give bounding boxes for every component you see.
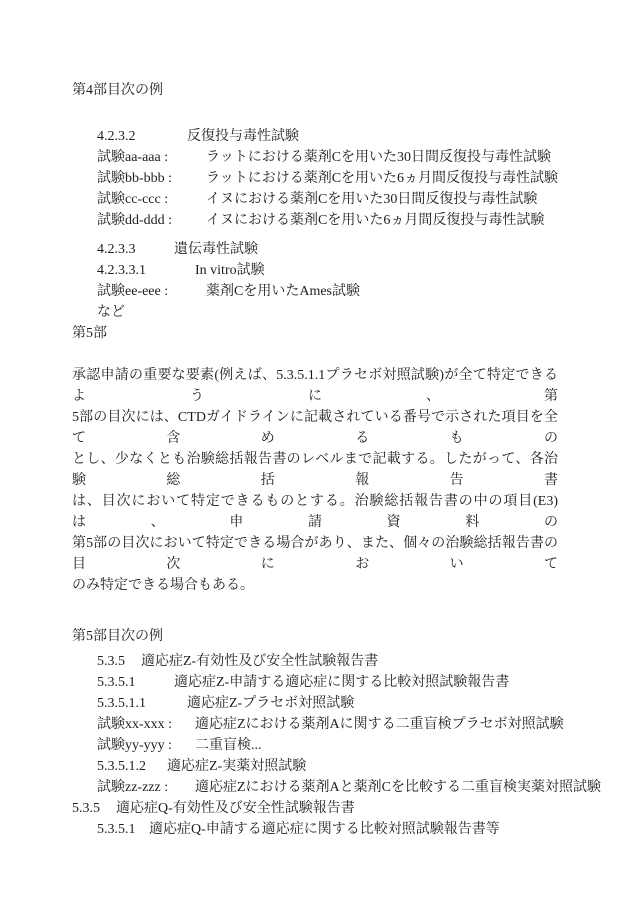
toc-desc: イヌにおける薬剤Cを用いた6ヵ月間反復投与毒性試験	[206, 213, 545, 228]
toc-label: 5.3.5	[72, 801, 100, 816]
toc-row	[72, 798, 558, 819]
paragraph-line: とし、少なくとも治験総括報告書のレベルまで記載する。したがって、各治験総括報告書	[72, 452, 558, 488]
toc-label: 試験dd-ddd :	[97, 213, 173, 228]
toc-label: 試験aa-aaa :	[97, 150, 169, 165]
toc-label: 5.3.5.1.1	[97, 696, 146, 711]
toc-label: 試験bb-bbb :	[97, 171, 173, 186]
toc-label: 試験yy-yyy :	[97, 738, 173, 753]
toc-label: 試験zz-zzz :	[97, 780, 169, 795]
toc-desc: 反復投与毒性試験	[187, 129, 299, 144]
toc-label: 4.2.3.2	[97, 129, 136, 144]
toc-desc: 適応症Z-実薬対照試験	[167, 759, 307, 774]
toc-label: 試験ee-eee :	[97, 284, 169, 299]
toc-desc: 適応症Zにおける薬剤Aに関する二重盲検プラセボ対照試験	[195, 717, 564, 732]
part5-body-paragraph	[72, 365, 558, 596]
toc-desc: 適応症Q-有効性及び安全性試験報告書	[116, 801, 355, 816]
toc-row	[97, 260, 558, 281]
paragraph-line: のみ特定できる場合もある。	[72, 578, 254, 593]
heading-part4-toc-example: 第4部目次の例	[72, 83, 163, 98]
toc-label: 4.2.3.3	[97, 242, 136, 257]
paragraph-line: 第5部の目次において特定できる場合があり、また、個々の治験総括報告書の目次において	[72, 536, 558, 572]
paragraph-line: 5部の目次には、CTDガイドラインに記載されている番号で示された項目を全て含めるもの	[72, 410, 558, 446]
toc-label: 4.2.3.3.1	[97, 263, 146, 278]
toc-block-part4-repeated-dose	[97, 126, 558, 231]
toc-desc: 適応症Z-申請する適応症に関する比較対照試験報告書	[174, 675, 510, 690]
toc-row	[97, 281, 558, 302]
toc-label: 5.3.5	[97, 654, 125, 669]
toc-block-part5-indicationZ	[97, 651, 601, 798]
toc-desc: 適応症Z-有効性及び安全性試験報告書	[141, 654, 379, 669]
toc-row	[97, 756, 558, 777]
toc-row	[97, 714, 564, 735]
toc-row	[97, 735, 558, 756]
toc-row	[97, 239, 558, 260]
toc-desc: In vitro試験	[195, 263, 265, 278]
toc-label: 5.3.5.1	[97, 822, 136, 837]
toc-row	[97, 189, 558, 210]
toc-desc: 二重盲検...	[195, 738, 262, 753]
toc-desc: 遺伝毒性試験	[174, 242, 258, 257]
toc-row	[97, 168, 558, 189]
toc-etc-line	[97, 302, 558, 323]
toc-desc: 適応症Zにおける薬剤Aと薬剤Cを比較する二重盲検実薬対照試験	[195, 780, 601, 795]
toc-label: 試験cc-ccc :	[97, 192, 169, 207]
toc-desc: ラットにおける薬剤Cを用いた6ヵ月間反復投与毒性試験	[206, 171, 559, 186]
toc-block-part5-indicationQ	[72, 798, 558, 840]
toc-etc-text: など	[97, 305, 125, 320]
toc-row	[97, 126, 558, 147]
toc-label: 試験xx-xxx :	[97, 717, 173, 732]
paragraph-line: 承認申請の重要な要素(例えば、5.3.5.1.1プラセボ対照試験)が全て特定できるように、第	[72, 368, 558, 404]
toc-label: 5.3.5.1.2	[97, 759, 146, 774]
toc-desc: 薬剤Cを用いたAmes試験	[206, 284, 360, 299]
toc-row	[97, 777, 601, 798]
toc-desc: ラットにおける薬剤Cを用いた30日間反復投与毒性試験	[206, 150, 552, 165]
heading-part5: 第5部	[72, 326, 107, 341]
toc-row	[97, 147, 558, 168]
paragraph-line: は、目次において特定できるものとする。治験総括報告書の中の項目(E3)は、申請資料の	[72, 494, 558, 530]
toc-desc: 適応症Q-申請する適応症に関する比較対照試験報告書等	[149, 822, 500, 837]
toc-row	[97, 651, 558, 672]
toc-row	[97, 819, 558, 840]
toc-block-part4-genotoxicity	[97, 239, 558, 323]
toc-row	[97, 672, 558, 693]
toc-label: 5.3.5.1	[97, 675, 136, 690]
toc-row	[97, 210, 558, 231]
heading-part5-toc-example: 第5部目次の例	[72, 629, 163, 644]
toc-desc: 適応症Z-プラセボ対照試験	[187, 696, 355, 711]
toc-row	[97, 693, 558, 714]
toc-desc: イヌにおける薬剤Cを用いた30日間反復投与毒性試験	[206, 192, 538, 207]
